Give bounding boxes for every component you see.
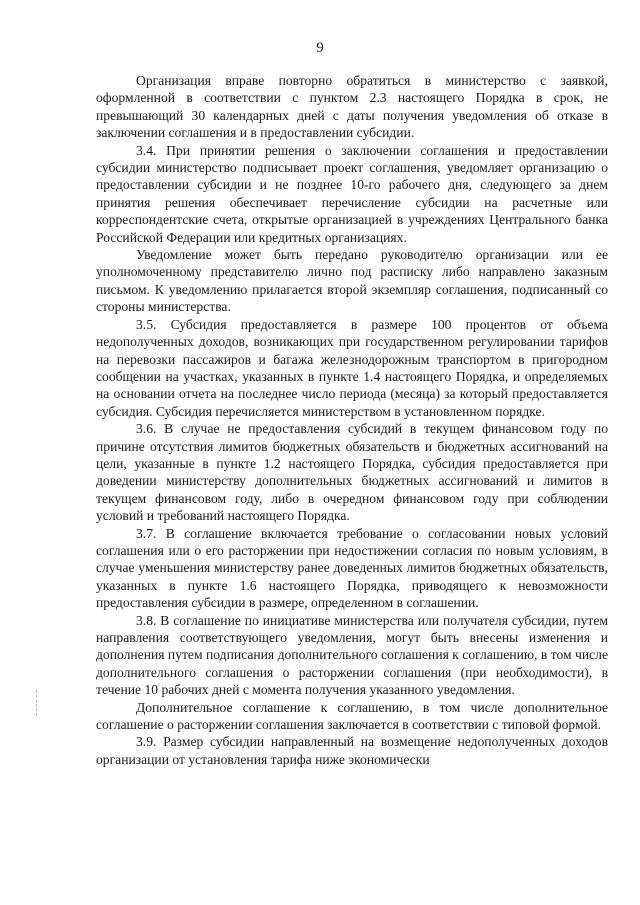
paragraph-3-4: 3.4. При принятии решения о заключении соглашения и предоставлении субсидии министерство подписывает проект соглашения, уведомляет организацию о предоставлении субсидии и не позднее 10-го рабочего дня, следующего за днем принятия решения обеспечивает перечисление субсидии на расчетные или корреспондентские счета, открытые организацией в учреждениях Центрального банка Российской Федерации или кредитных организациях. bbox=[96, 142, 608, 245]
paragraph-notification: Уведомление может быть передано руководителю организации или ее уполномоченному представителю лично под расписку либо направлено заказным письмом. К уведомлению прилагается второй экземпляр соглашения, подписанный со стороны министерства. bbox=[96, 247, 608, 315]
scan-margin-mark bbox=[36, 690, 38, 716]
paragraph-reapplication: Организация вправе повторно обратиться в министерство с заявкой, оформленной в соответствии с пунктом 2.3 настоящего Порядка в срок, не превышающий 30 календарных дней с даты получения уведомления об отказе в заключении соглашения и в предоставлении субсидии. bbox=[96, 73, 608, 141]
paragraph-3-9: 3.9. Размер субсидии направленный на возмещение недополученных доходов организации от установления тарифа ниже экономически bbox=[96, 734, 608, 767]
page-number: 9 bbox=[316, 40, 324, 56]
document-body bbox=[96, 72, 608, 768]
paragraph-3-7: 3.7. В соглашение включается требование о согласовании новых условий соглашения или о его расторжении при недостижении согласия по новым условиям, в случае уменьшения министерству ранее доведенных лимитов бюджетных обязательств, указанных в пункте 1.6 настоящего Порядка, приводящего к невозможности предоставления субсидии в размере, определенном в соглашении. bbox=[96, 525, 608, 611]
paragraph-3-8: 3.8. В соглашение по инициативе министерства или получателя субсидии, путем направления соответствующего уведомления, могут быть внесены изменения и дополнения путем подписания дополнительного соглашения к соглашению, в том числе дополнительного соглашения о расторжении соглашения (при необходимости), в течение 10 рабочих дней с момента получения указанного уведомления. bbox=[96, 612, 608, 698]
paragraph-additional-agreement: Дополнительное соглашение к соглашению, в том числе дополнительное соглашение о расторжении соглашения заключается в соответствии с типовой формой. bbox=[96, 699, 608, 733]
paragraph-3-6: 3.6. В случае не предоставления субсидий в текущем финансовом году по причине отсутствия лимитов бюджетных обязательств и бюджетных ассигнований на цели, указанные в пункте 1.2 настоящего Порядка, субсидия предоставляется при доведении министерству дополнительных бюджетных ассигнований и лимитов в текущем финансовом году, либо в очередном финансовом году при соблюдении условий и требований настоящего Порядка. bbox=[96, 421, 608, 524]
paragraph-3-5: 3.5. Субсидия предоставляется в размере 100 процентов от объема недополученных доходов, возникающих при государственном регулировании тарифов на перевозки пассажиров и багажа железнодорожным транспортом в пригородном сообщении на участках, указанных в пункте 1.4 настоящего Порядка, и определяемых на основании отчета на последнее число периода (месяца) за который предоставляется субсидия. Субсидия перечисляется министерством в установленном порядке. bbox=[96, 316, 608, 419]
